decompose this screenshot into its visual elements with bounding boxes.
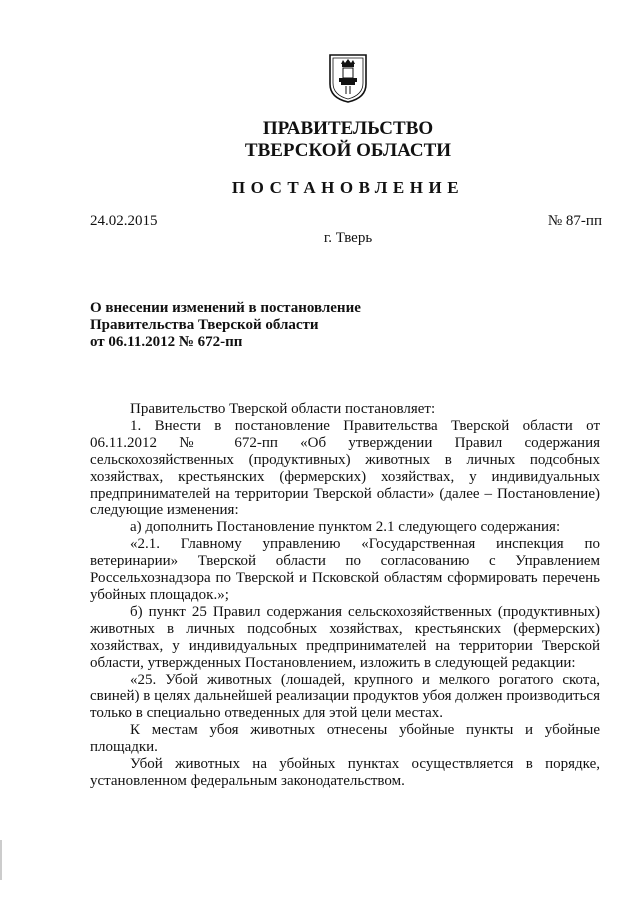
paragraph-item-b: б) пункт 25 Правил содержания сельскохозяйственных (продуктивных) животных в личных подсобных хозяйствах, крестьянских (фермерских) хозяйствах, у индивидуальных предпринимателей на территории Тверской области, утвержденных Постановлением, изложить в следующей редакции:: [90, 603, 600, 671]
paragraph-slaughter-order: Убой животных на убойных пунктах осуществляется в порядке, установленном федеральным законодательством.: [90, 756, 600, 789]
org-line-1: ПРАВИТЕЛЬСТВО: [262, 118, 434, 139]
paragraph-clause-25: «25. Убой животных (лошадей, крупного и мелкого рогатого скота, свиней) в целях дальнейшей реализации продуктов убоя должен производиться только в специально отведенных для этой цели местах.: [90, 671, 600, 722]
paragraph-clause-2-1: «2.1. Главному управлению «Государственная инспекция по ветеринарии» Тверской области по согласованию с Управлением Россельхознадзора по Тверской и Псковской областям сформировать перечень убойных площадок.»;: [90, 536, 600, 603]
document-number: № 87-пп: [547, 213, 602, 229]
paragraph-item-a: а) дополнить Постановление пунктом 2.1 следующего содержания:: [130, 519, 561, 536]
paragraph-slaughter-places: К местам убоя животных отнесены убойные пункты и убойные площадки.: [90, 722, 600, 756]
org-line-2: ТВЕРСКОЙ ОБЛАСТИ: [244, 140, 452, 161]
subject-line-3: от 06.11.2012 № 672-пп: [90, 334, 243, 350]
document-city: г. Тверь: [323, 230, 373, 246]
paragraph-intro: Правительство Тверской области постановляет:: [130, 401, 436, 417]
tver-coat-of-arms-icon: [327, 52, 369, 104]
subject-line-1: О внесении изменений в постановление: [90, 300, 361, 316]
document-body: [90, 401, 600, 790]
document-date: 24.02.2015: [90, 213, 158, 229]
document-subject: [90, 300, 410, 351]
issuing-authority: [0, 118, 640, 162]
subject-line-2: Правительства Тверской области: [90, 317, 319, 333]
scan-edge-mark: [0, 840, 2, 880]
paragraph-item-1: 1. Внести в постановление Правительства Тверской области от 06.11.2012 № 672-пп «Об утверждении Правил содержания сельскохозяйственных (продуктивных) животных в личных подсобных хозяйствах, крестьянских (фермерских) хозяйствах, у индивидуальных предпринимателей на территории Тверской области» (далее – Постановление) следующие изменения:: [90, 417, 600, 519]
document-type: ПОСТАНОВЛЕНИЕ: [231, 178, 465, 197]
